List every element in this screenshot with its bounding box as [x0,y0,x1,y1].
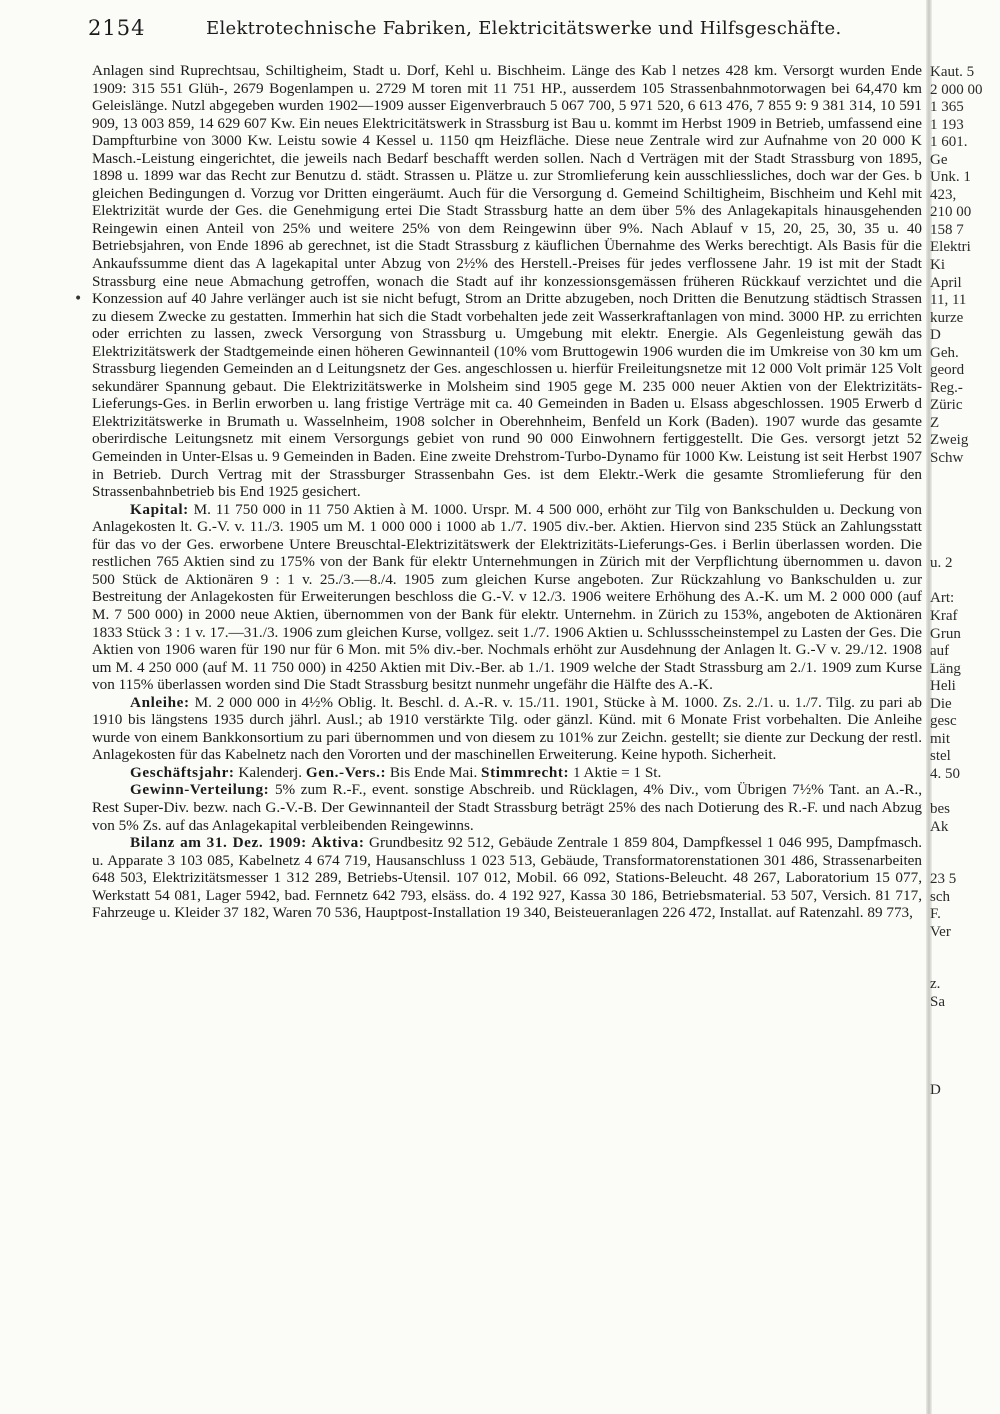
main-text-column [92,62,922,1402]
adjacent-page-fragment: gesc [930,713,957,730]
stimmrecht-text: 1 Aktie = 1 St. [572,763,662,781]
adjacent-page-fragment: D [930,327,941,344]
adjacent-page-fragment: 423, [930,186,957,203]
adjacent-page-fragment [930,854,1000,872]
genvers-text: Bis Ende Mai. [389,763,478,781]
adjacent-page-fragment [930,1064,1000,1082]
adjacent-page-fragment: Elektri [930,239,971,256]
adjacent-page-fragment: April [930,274,962,291]
adjacent-page-fragment: Z [930,414,940,431]
anleihe-paragraph [92,694,922,764]
adjacent-page-fragment: z. [930,976,941,993]
adjacent-page-fragment: Kraf [930,607,958,624]
adjacent-page-fragment [930,959,1000,977]
adjacent-page-fragment: Geh. [930,344,959,361]
kapital-label: Kapital: [130,500,189,518]
intro-paragraph: Anlagen sind Ruprechtsau, Schiltigheim, Stadt u. Dorf, Kehl u. Bischheim. Länge des Kab l netzes 428 km. Versorgt wurden Ende 1909: 315 551 Glüh-, 2679 Bogenlampen u. 2729 M toren mit 11 751 HP., ausserdem 105 Strassenbahnmotorwagen bei 64,470 km Geleislänge. Nutzl abgegeben wurden 1902—1909 ausser Eigenverbrauch 5 067 700, 5 971 520, 6 613 476, 7 855 9: 9 381 314, 10 591 909, 13 003 859, 14 629 607 Kw. Ein neues Elektricitätswerk in Strassburg ist Bau u. kommt im Herbst 1909 in Betrieb, umfassend eine Dampfturbine von 3000 Kw. Leistu sowie 4 Kessel u. 1150 qm Heizfläche. Diese neue Zentrale wird zur Aufnahme von 20 000 K Masch.-Leistung eingerichtet, die jeweils nach Bedarf beschafft werden sollen. Nach d Verträgen mit der Stadt Strassburg von 1895, 1898 u. 1899 war das Recht zur Benutzu d. städt. Strassen u. Plätze u. zur Stromlieferung kein ausschliessliches, doch war der Ges. b gleichen Bedingungen d. Vorzug vor Dritten eingeräumt. Auch für die Versorgung d. Gemeind Schiltigheim, Bischheim und Kehl mit Elektrizität wurde der Ges. die Genehmigung ertei Die Stadt Strassburg hatte an dem über 5% des Anlagekapitals hinausgehenden Reingewin einen Anteil von 25% und weitere 25% von dem Reingewinn über 9%. Nach Ablauf v 15, 20, 25, 30, 35 u. 40 Betriebsjahren, von Ende 1896 ab gerechnet, ist die Stadt Strassburg z käuflichen Übernahme des Werks berechtigt. Als Basis für die Ankaufssumme dient das A lagekapital unter Abzug von 2½% des Herstell.-Preises für jedes verflossene Jahr. 19 ist mit der Stadt Strassburg eine neue Abmachung getroffen, wonach die Stadt auf ihr konzessionsgemässen früheren Rückkauf verzichtet und die Konzession auf 40 Jahre verlänger auch ist sie nicht befugt, Strom an Dritte abzugeben, noch Dritten die Benutzung städtisch Strassen zu diesem Zwecke zu gestatten. Immerhin hat sich die Stadt vorbehalten jede zeit Wasserkraftanlagen von mind. 3000 HP. zu errichten oder errichten zu lassen, zweck Versorgung von Strassburg u. Umgebung mit elektr. Energie. Als Gegenleistung gewäh das Elektrizitätswerk der Stadtgemeinde einen höheren Gewinnanteil (10% vom Bruttogewin 1906 wurden die im Umkreise von 30 km um Strassburg liegenden Gemeinden an d Leitungsnetz der Ges. angeschlossen u. hierfür Freileitungsnetze mit 12 000 Volt primär 125 Volt sekundärer Spannung gebaut. Die Elektrizitätswerke in Molsheim sind 1905 gege M. 235 000 neuer Aktien von der Elektrizitäts-Lieferungs-Ges. in Berlin erworben u. lang fristige Verträge mit ca. 40 Gemeinden in Baden u. Elsass abgeschlossen. 1905 Erwerb d Elektrizitätswerke in Brumath u. Wasselnheim, 1908 solcher in Oberehnheim, Benfeld un Kork (Baden). 1907 wurde das gesamte oberirdische Leitungsnetz mit einem Versorgungs gebiet von rund 90 000 Einwohnern fertiggestellt. Die Ges. versorgt jetzt 52 Gemeinden in Unter-Elsas u. 9 Gemeinden in Baden. Eine zweite Drehstrom-Turbo-Dynamo für 1000 Kw. Leistung ist seit Herbst 1907 in Betrieb. Durch Vertrag mit der Strassburger Strassenbahn Ges. ist dem Elektr.-Werk die gesamte Stromlieferung für den Strassenbahnbetrieb bis End 1925 gesichert. [92,62,922,501]
adjacent-page-fragment [930,1047,1000,1065]
adjacent-page-fragment [930,520,1000,538]
adjacent-page-fragment: bes [930,800,950,817]
anleihe-label: Anleihe: [130,693,190,711]
adjacent-page-fragment: Züric [930,397,963,414]
adjacent-page-fragment: Zweig [930,432,969,449]
gewinn-paragraph [92,781,922,834]
kapital-text: M. 11 750 000 in 11 750 Aktien à M. 1000. Urspr. M. 4 500 000, erhöht zur Tilg von Bankschulden u. Deckung von Anlagekosten lt. G.-V. v. 11./3. 1905 um M. 1 000 000 i 1000 ab 1./7. 1905 div.-ber. Aktien. Hiervon sind 235 Stück an Zahlungsstatt für das vo der Ges. erworbene Untere Breuschtal-Elektrizitätswerk der Elektrizitäts-Lieferungs-Ges. i Berlin überlassen worden. Die restlichen 765 Aktien sind zu 175% von der Bank für elektr Unternehmungen in Zürich mit der Verpflichtung übernommen u. davon 500 Stück de Aktionären 9 : 1 v. 25./3.—8./4. 1905 zum gleichen Kurse angeboten. Zur Rückzahlung vo Bankschulden u. zur Bestreitung der Anlagekosten für Erweiterungen beschloss die G.-V. v 12./3. 1906 weitere Erhöhung des A.-K. um M. 2 000 000 (auf M. 7 500 000) in 2000 neue Aktien, übernommen von der Bank für elektr. Unternehm. in Zürich zu 153%, angeboten de Aktionären 1833 Stück 3 : 1 v. 17.—31./3. 1906 zum gleichen Kurse, vollgez. seit 1./7. 1906 Aktien u. Schlussscheinstempel zu Lasten der Ges. Die Aktien von 1906 waren für 190 nur für 6 Mon. mit 5% div.-ber. Nochmals erhöht zur Ausdehnung der Anlagen lt. G.-V v. 29./12. 1908 um M. 4 250 000 (auf M. 11 750 000) in 4250 Aktien mit Div.-Ber. ab 1./1. 1909 welche der Stadt Strassburg am 2./1. 1909 zum Kurse von 115% überlassen worden sind Die Stadt Strassburg besitzt nunmehr ungefähr die Hälfte des A.-K. [92,500,922,694]
adjacent-page-fragment: F. [930,906,941,923]
bilanz-label: Bilanz am 31. Dez. 1909: [130,834,307,852]
adjacent-page-fragment: 2 000 00 [930,81,983,98]
stimmrecht-label: Stimmrecht: [481,763,570,781]
adjacent-page-fragment: 1 601. [930,134,968,151]
adjacent-page-fragment: Schw [930,450,964,467]
adjacent-page-fragment: kurze [930,309,964,326]
adjacent-page-fragment: Ver [930,923,951,940]
kapital-paragraph [92,501,922,694]
adjacent-page-fragment [930,1012,1000,1030]
aktiva-label: Aktiva: [311,834,365,852]
adjacent-page-fragment [930,941,1000,959]
adjacent-page-fragment: Ki [930,257,945,274]
running-title: Elektrotechnische Fabriken, Elektricitätswerke und Hilfsgeschäfte. [206,18,842,39]
adjacent-page-fragment: mit [930,730,951,747]
adjacent-page-fragment: stel [930,748,951,765]
adjacent-page-fragment: Läng [930,660,961,677]
genvers-label: Gen.-Vers.: [305,763,387,781]
adjacent-page-fragment: Art: [930,590,955,607]
adjacent-page-fragment: 11, 11 [930,292,967,309]
margin-mark: • [74,291,83,307]
adjacent-page-fragment [930,573,1000,591]
adjacent-page-fragment: geord [930,362,965,379]
bilanz-text: Grundbesitz 92 512, Gebäude Zentrale 1 859 804, Dampfkessel 1 046 995, Dampfmasch. u. Apparate 3 103 085, Kabelnetz 4 674 719, Hausanschluss 1 023 513, Gebäude, Transformatorenstationen 301 486, Strassenarbeiten 648 503, Elektrizitätsmesser 1 312 289, Betriebs-Utensil. 107 012, Mobil. 66 092, Stations-Beleucht. 48 267, Laboratorium 15 077, Werkstatt 54 081, Lager 5942, bad. Fernnetz 642 793, elsäss. do. 4 192 927, Kassa 30 186, Betriebsmaterial. 53 507, Versich. 81 717, Fahrzeuge u. Kleider 37 182, Waren 70 536, Hauptpost-Installation 19 340, Beisteueranlagen 226 472, Installat. auf Ratenzahl. 89 773, [92,834,922,922]
adjacent-page-fragment: 158 7 [930,221,964,238]
page-number: 2154 [88,16,146,40]
adjacent-page-fragment: Reg.- [930,379,963,396]
adjacent-page-fragment: Die [930,695,952,712]
adjacent-page-fragment: Unk. 1 [930,169,971,186]
bilanz-paragraph [92,834,922,922]
adjacent-page-fragment: Kaut. 5 [930,64,975,80]
adjacent-page-fragment: Grun [930,625,961,642]
adjacent-page-fragment: 4. 50 [930,765,960,782]
adjacent-page-fragment [930,783,1000,801]
adjacent-page-fragment [930,1029,1000,1047]
adjacent-page-column [930,64,1000,1414]
adjacent-page-fragment: 1 193 [930,116,964,133]
adjacent-page-fragment: 1 365 [930,99,964,116]
geschaeftsjahr-label: Geschäftsjahr: [130,763,235,781]
adjacent-page-fragment: Heli [930,678,956,695]
adjacent-page-fragment [930,485,1000,503]
adjacent-page-fragment [930,836,1000,854]
adjacent-page-fragment: u. 2 [930,555,953,572]
adjacent-page-fragment: auf [930,643,950,660]
geschaeftsjahr-text: Kalenderj. [238,763,303,781]
adjacent-page-fragment: Sa [930,993,945,1010]
adjacent-page-fragment: D [930,1081,941,1098]
adjacent-page-fragment: 210 00 [930,204,972,221]
gewinn-label: Gewinn-Verteilung: [130,781,270,799]
adjacent-page-fragment: sch [930,888,950,905]
page-header [88,14,928,44]
adjacent-page-fragment: Ge [930,151,948,168]
adjacent-page-fragment: 23 5 [930,871,957,888]
adjacent-page-fragment: Ak [930,818,949,835]
adjacent-page-fragment [930,503,1000,521]
adjacent-page-fragment [930,538,1000,556]
meeting-info-line [92,764,922,782]
adjacent-page-fragment [930,468,1000,486]
gewinn-text: 5% zum R.-F., event. sonstige Abschreib. und Rücklagen, 4% Div., vom Übrigen 7½% Tant. an A.-R., Rest Super-Div. bezw. nach G.-V.-B. Der Gewinnanteil der Stadt Strassburg beträgt 25% des nach Dotierung des R.-F. und nach Abzug von 5% Zs. auf das Anlagekapital verbleibenden Reingewinns. [92,781,922,834]
anleihe-text: M. 2 000 000 in 4½% Oblig. lt. Beschl. d. A.-R. v. 15./11. 1901, Stücke à M. 1000. Zs. 2./1. u. 1./7. Tilg. zu pari ab 1910 bis längstens 1935 durch jährl. Ausl.; ab 1910 verstärkte Tilg. oder gänzl. Künd. mit 6 Monate Frist vorbehalten. Die Anleihe wurde von einem Bankkonsortium zu pari übernommen und von diesem zu 101% zur Zeichn. gestellt; sie diente zur Deckung der restl. Anlagekosten für das Kabelnetz nach den Vororten und der maschinellen Erweiterung. Keine hypoth. Sicherheit. [92,693,922,764]
